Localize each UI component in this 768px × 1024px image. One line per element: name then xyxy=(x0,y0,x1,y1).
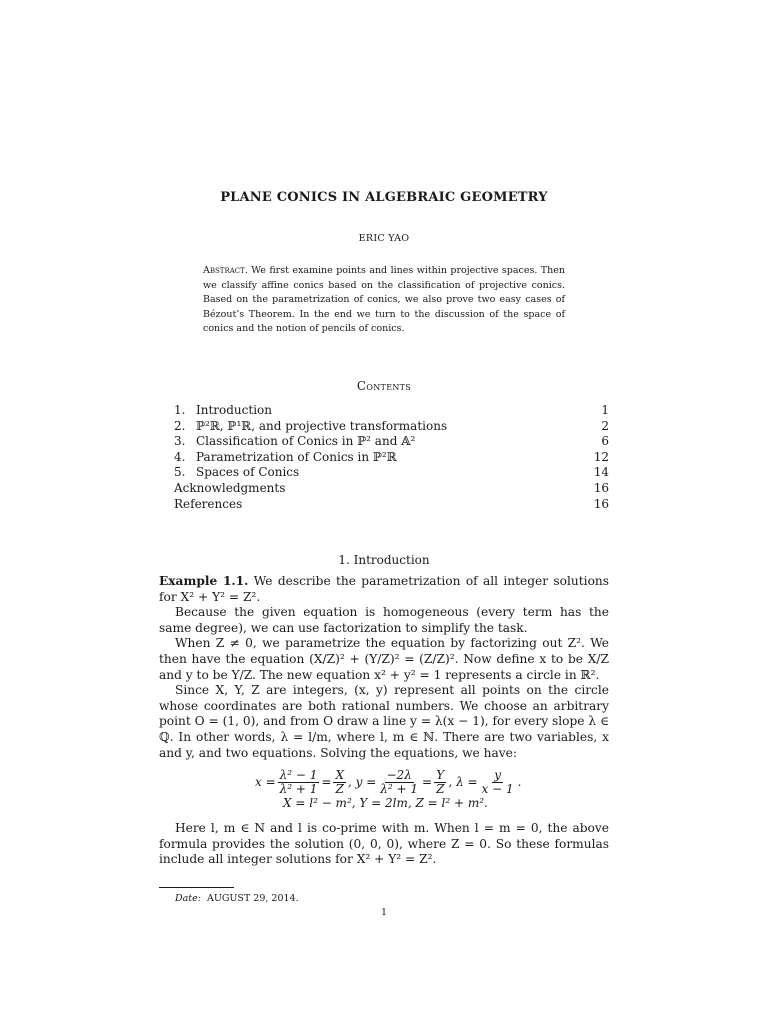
fraction-denominator: λ² + 1 xyxy=(380,781,419,796)
toc-entry-label: Parametrization of Conics in ℙ²ℝ xyxy=(196,449,397,464)
toc-entry-number: 4. xyxy=(174,449,186,464)
example-paragraph xyxy=(159,574,609,605)
footnote-label: Date: xyxy=(175,893,201,904)
eq-y-lhs: y = xyxy=(355,775,377,789)
fraction-denominator: λ² + 1 xyxy=(279,781,318,796)
period: . xyxy=(517,775,522,789)
toc-entry[interactable] xyxy=(174,481,609,497)
eq-x-lhs: x = xyxy=(255,775,276,789)
toc-entry[interactable] xyxy=(174,450,609,466)
footnote xyxy=(175,893,299,904)
toc-entry-label: Introduction xyxy=(196,403,272,417)
toc-entry-page: 14 xyxy=(593,465,609,480)
toc-entry-number: 5. xyxy=(174,465,186,480)
toc-entry-page: 16 xyxy=(593,480,609,495)
toc-entry[interactable] xyxy=(174,403,609,419)
paper-title: PLANE CONICS IN ALGEBRAIC GEOMETRY xyxy=(220,190,548,205)
section-heading: 1. Introduction xyxy=(338,553,430,567)
toc-entry-page: 16 xyxy=(593,496,609,511)
footnote-rule xyxy=(159,887,234,888)
toc-entry-page: 12 xyxy=(593,449,609,464)
toc-entry-page: 6 xyxy=(601,434,609,449)
fraction-denominator: Z xyxy=(436,781,445,796)
contents-heading: Contents xyxy=(356,379,412,393)
equals-sign: = xyxy=(422,775,433,789)
fraction-numerator: λ² − 1 xyxy=(279,767,318,782)
table-of-contents xyxy=(174,403,609,512)
abstract-text: We first examine points and lines within projective spaces. Then we classify affine conics based on the classification of projective conics. Based on the parametrization of conics, we also prove two easy cases of Bézout’s Theorem. In the end we turn to the discussion of the space of conics and the notion of pencils of conics. xyxy=(203,265,565,335)
integer-solution-equation: X = l² − m², Y = 2lm, Z = l² + m². xyxy=(283,796,488,810)
equation-block xyxy=(159,766,609,816)
fraction-denominator: Z xyxy=(335,781,344,796)
fraction xyxy=(434,769,446,796)
example-label: Example 1.1. xyxy=(159,574,249,588)
toc-entry[interactable] xyxy=(174,465,609,481)
paper-author: ERIC YAO xyxy=(358,233,410,244)
toc-entry-label: ℙ²ℝ, ℙ¹ℝ, and projective transformations xyxy=(196,418,448,433)
abstract xyxy=(203,264,565,337)
paragraph: Since X, Y, Z are integers, (x, y) represent all points on the circle whose coordinates are both rational numbers. We choose an arbitrary point O = (1, 0), and from O draw a line y = λ(x − 1), for every slope λ ∈ ℚ. In other words, λ = l/m, where l, m ∈ ℕ. There are two variables, x and y, and two equations. Solving the equations, we have: xyxy=(159,683,609,760)
section-body-continued xyxy=(159,821,609,868)
section-body xyxy=(159,574,609,761)
fraction-numerator: Y xyxy=(436,767,445,782)
fraction-denominator: x − 1 xyxy=(481,781,514,796)
paragraph: When Z ≠ 0, we parametrize the equation by factorizing out Z². We then have the equation (X/Z)² + (Y/Z)² = (Z/Z)². Now define x to be X/Z and y to be Y/Z. The new equation x² + y² = 1 represents a circle in ℝ². xyxy=(159,636,609,682)
fraction xyxy=(378,769,420,796)
fraction xyxy=(333,769,346,796)
example-text: We describe the parametrization of all integer solutions for X² + Y² = Z². xyxy=(159,574,610,604)
toc-entry-label: References xyxy=(174,496,243,511)
comma: , xyxy=(347,775,356,789)
eq-lambda-lhs: λ = xyxy=(456,775,478,789)
toc-entry-label: Acknowledgments xyxy=(174,480,286,495)
fraction xyxy=(278,769,320,796)
toc-entry[interactable] xyxy=(174,419,609,435)
comma: , xyxy=(448,775,457,789)
toc-entry-number: 1. xyxy=(174,403,186,417)
abstract-label: Abstract. xyxy=(203,265,248,276)
fraction xyxy=(480,769,516,796)
toc-entry-label: Classification of Conics in ℙ² and 𝔸² xyxy=(196,434,416,449)
toc-entry[interactable] xyxy=(174,497,609,513)
page-number: 1 xyxy=(380,907,388,918)
fraction-numerator: y xyxy=(494,767,501,782)
equals-sign: = xyxy=(321,775,332,789)
fraction-numerator: X xyxy=(335,767,344,782)
parametrization-equation xyxy=(255,766,521,798)
toc-entry-page: 1 xyxy=(601,403,609,417)
toc-entry-number: 3. xyxy=(174,434,186,449)
toc-entry[interactable] xyxy=(174,434,609,450)
toc-entry-page: 2 xyxy=(601,418,609,433)
toc-entry-label: Spaces of Conics xyxy=(196,465,300,480)
paragraph: Because the given equation is homogeneous (every term has the same degree), we can use factorization to simplify the task. xyxy=(159,605,609,635)
footnote-text: AUGUST 29, 2014. xyxy=(206,893,299,904)
fraction-numerator: −2λ xyxy=(386,767,412,782)
paragraph: Here l, m ∈ N and l is co-prime with m. When l = m = 0, the above formula provides the solution (0, 0, 0), where Z = 0. So these formulas include all integer solutions for X² + Y² = Z². xyxy=(159,821,609,867)
toc-entry-number: 2. xyxy=(174,418,186,433)
